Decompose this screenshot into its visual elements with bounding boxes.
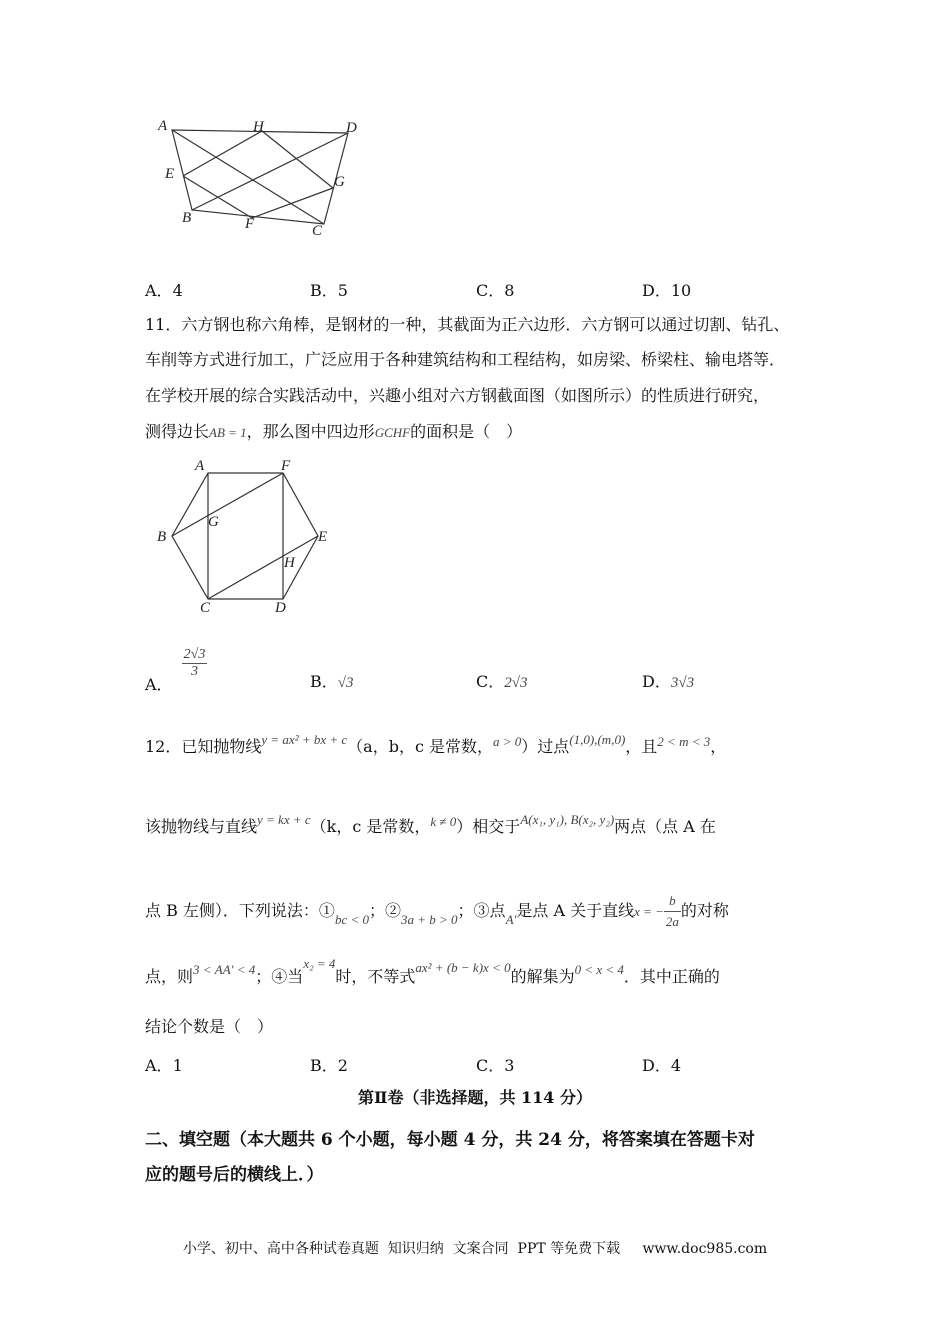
fig10-label-B: B <box>182 210 192 226</box>
q12-line2: 该抛物线与直线$^{y = kx + c}$（k，c 是常数，$^{k \ne 0}$）相交于$^{A(x_1, y_1), B(x_2, y_2)}$两点（点 A 在 <box>145 812 716 836</box>
section2-heading-line1: 二、填空题（本大题共 6 个小题，每小题 4 分，共 24 分，将答案填在答题卡对 <box>145 1130 755 1150</box>
fig11-label-B: B <box>157 529 167 545</box>
q12-option-a: A．1 <box>145 1056 183 1075</box>
q11-option-a: A． $\frac{2√3}{3}$ <box>145 647 206 694</box>
q12-line3: 点 B 左侧）．下列说法：$①_{bc < 0}$；$②_{3a + b > 0}$；③点$_{A'}$是点 A 关于直线x = − $\frac{b}{2a}$ 的对称 <box>145 891 729 932</box>
figure-q10-trapezoid <box>150 110 370 245</box>
q11-line2: 车削等方式进行加工，广泛应用于各种建筑结构和工程结构，如房梁、桥梁柱、输电塔等． <box>145 350 786 369</box>
q10-option-d: D．10 <box>642 281 692 300</box>
q10-option-a: A．4 <box>145 281 183 300</box>
section2-heading-line2: 应的题号后的横线上．） <box>145 1165 324 1185</box>
q11-line3: 在学校开展的综合实践活动中，兴趣小组对六方钢截面图（如图所示）的性质进行研究， <box>145 386 770 405</box>
q12-option-c: C．3 <box>476 1056 515 1075</box>
fig11-label-D: D <box>275 600 286 616</box>
fig11-label-F: F <box>281 458 291 474</box>
q11-option-a-fraction: $\frac{2√3}{3}$ <box>183 647 206 679</box>
q11-line4: 测得边长AB = 1，那么图中四边形GCHF的面积是（ ） <box>145 422 523 441</box>
q10-option-c: C．8 <box>476 281 515 300</box>
q11-option-c: C．2√3 <box>476 672 528 691</box>
q12-line5: 结论个数是（ ） <box>145 1017 274 1036</box>
fig10-label-G: G <box>334 174 345 190</box>
q11-option-d: D．3√3 <box>642 672 695 691</box>
q12-line4: 点，则$^{3 < AA' < 4}$；④当$^{x_2 = 4}$时，不等式$^{ax^2 + (b - k)x < 0}$的解集为$^{0 < x < 4}$．其中正确的 <box>145 956 720 986</box>
q12-line1: 12．已知抛物线$^{y = ax^2 + bx + c}$（a，b，c 是常数，$^{a > 0}$）过点$^{(1,0),(m,0)}$，且$^{2 < m < 3}$， <box>145 732 727 756</box>
fig11-label-C: C <box>200 600 211 616</box>
q12-option-b: B．2 <box>310 1056 348 1075</box>
q10-option-b: B．5 <box>310 281 348 300</box>
q11-line1: 11．六方钢也称六角棒，是钢材的一种，其截面为正六边形．六方钢可以通过切割、钻孔、 <box>145 315 790 334</box>
figure-q11-hexagon <box>150 455 340 620</box>
math-gchf: GCHF <box>374 425 411 440</box>
math-ab-eq-1: AB = 1 <box>209 425 247 440</box>
fig11-label-H: H <box>284 555 295 571</box>
fig11-label-A: A <box>195 458 205 474</box>
fig10-label-F: F <box>245 216 255 232</box>
fig11-label-G: G <box>208 514 219 530</box>
fig10-label-D: D <box>346 120 357 136</box>
fig10-label-C: C <box>312 223 323 239</box>
q12-axis-fraction: $\frac{b}{2a}$ <box>665 893 679 929</box>
fig11-label-E: E <box>318 529 328 545</box>
fig10-label-H: H <box>253 119 264 135</box>
q11-option-b: B．√3 <box>310 672 354 691</box>
fig10-label-E: E <box>165 166 175 182</box>
fig10-label-A: A <box>158 118 168 134</box>
page-footer: 小学、初中、高中各种试卷真题 知识归纳 文案合同 PPT 等免费下载 www.doc985.com <box>182 1241 768 1257</box>
q12-option-d: D．4 <box>642 1056 682 1075</box>
section2-title: 第Ⅱ卷（非选择题，共 114 分） <box>357 1088 593 1107</box>
